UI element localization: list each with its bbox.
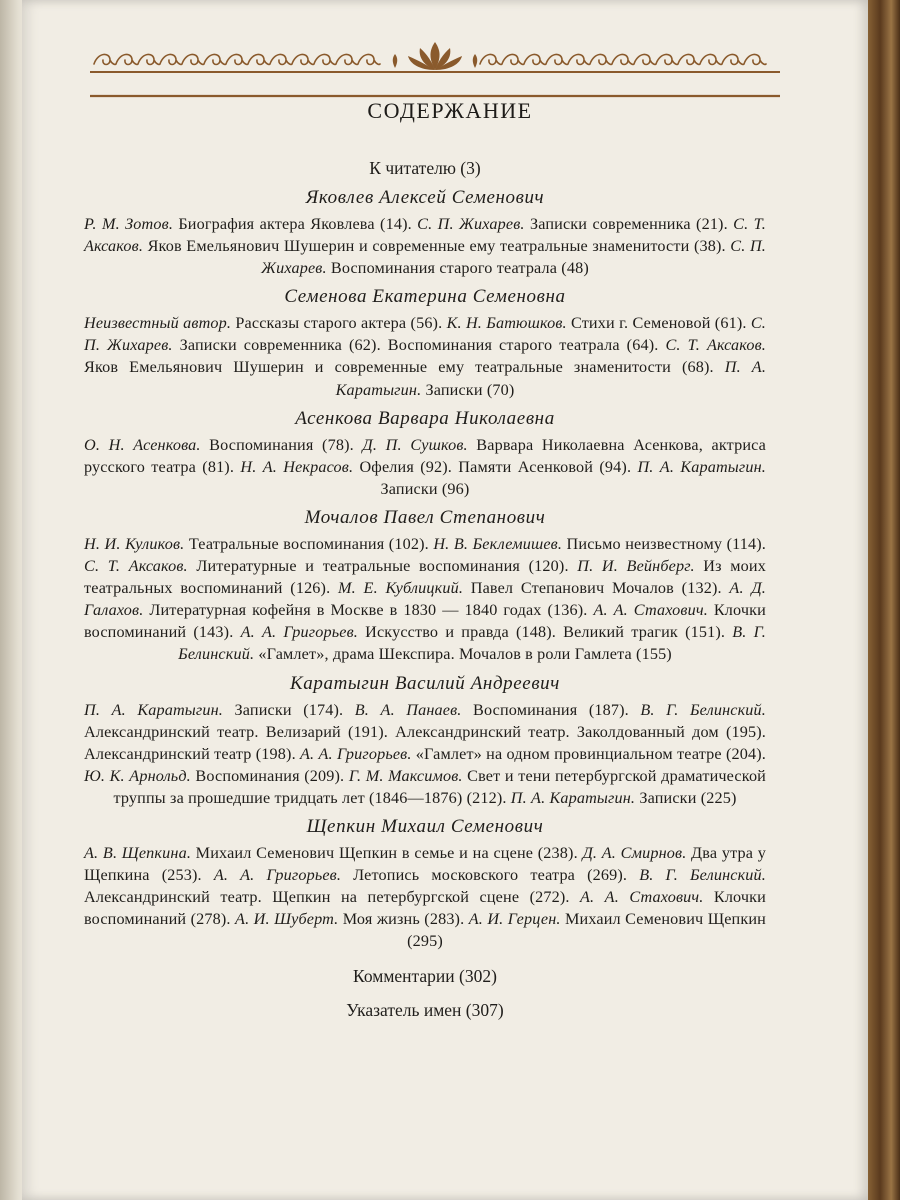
entry-text: Театральные воспоминания (102). — [184, 534, 434, 553]
entry-author: Д. П. Сушков. — [362, 435, 468, 454]
entry-author: В. Г. Белинский. — [639, 866, 766, 885]
entry-author: Г. М. Максимов. — [348, 766, 463, 785]
entry-author: С. Т. Аксаков. — [84, 215, 766, 256]
entry-text: Литературная кофейня в Москве в 1830 — 1840 годах (136). — [143, 601, 594, 620]
section-entries — [84, 842, 766, 952]
entry-text: Павел Степанович Мочалов (132). — [463, 579, 730, 598]
entry-text: «Гамлет» на одном провинциальном театре (204). — [411, 744, 766, 763]
entry-author: А. А. Стахович. — [593, 601, 708, 620]
section-entries — [84, 213, 766, 279]
entry-text: Биография актера Яковлева (14). — [173, 215, 418, 233]
section-entries — [84, 312, 766, 400]
entry-text: Записки современника (62). Воспоминания старого театрала (64). — [172, 336, 666, 355]
toc-section — [84, 184, 766, 279]
entry-author: В. А. Панаев. — [354, 700, 462, 719]
entry-author: А. А. Григорьев. — [240, 623, 358, 642]
entry-text: Варвара Николаевна Асенкова, актриса русского театра (81). — [84, 435, 767, 476]
toc-section — [84, 670, 766, 809]
entry-author: П. А. Каратыгин. — [84, 700, 223, 719]
table-of-contents — [84, 150, 766, 1022]
entry-author: А. В. Щепкина. — [84, 843, 192, 862]
entry-text: Михаил Семенович Щепкин в семье и на сцене (238). — [191, 843, 583, 862]
entry-author: Н. И. Куликов. — [84, 534, 185, 553]
section-heading: Яковлев Алексей Семенович — [305, 187, 545, 208]
entry-author: В. Г. Белинский. — [178, 623, 767, 664]
section-heading: Семенова Екатерина Семеновна — [284, 286, 566, 308]
entry-author: Н. А. Некрасов. — [240, 457, 354, 476]
entry-author: П. А. Каратыгин. — [510, 788, 636, 807]
entry-author: М. Е. Кублицкий. — [338, 579, 464, 598]
entry-author: С. П. Жихарев. — [417, 215, 525, 233]
toc-entry-index: Указатель имен (307) — [346, 1000, 504, 1021]
entry-text: Воспоминания (78). — [200, 435, 363, 454]
entry-text: Клочки воспоминаний (278). — [84, 888, 766, 929]
entry-text: Из моих театральных воспоминаний (126). — [84, 557, 766, 598]
entry-author: Д. А. Смирнов. — [582, 843, 687, 862]
toc-section — [84, 283, 766, 400]
entry-text: Михаил Семенович Щепкин (295) — [407, 910, 766, 951]
palmette-scroll-ornament-icon — [90, 38, 780, 102]
entry-author: Неизвестный автор. — [84, 314, 232, 333]
entry-author: Ю. К. Арнольд. — [84, 766, 191, 785]
entry-text: Записки (70) — [421, 380, 515, 399]
entry-text: Искусство и правда (148). Великий трагик (151). — [357, 623, 733, 642]
entry-text: Александринский театр. Щепкин на петербургской сцене (272). — [84, 888, 581, 907]
entry-author: К. Н. Батюшков. — [446, 314, 567, 333]
entry-text: Записки (96) — [380, 479, 470, 498]
entry-author: А. И. Шуберт. — [235, 910, 339, 929]
entry-text: Литературные и театральные воспоминания (120). — [187, 557, 578, 576]
section-entries — [84, 699, 766, 809]
toc-section — [84, 405, 766, 500]
entry-text: Моя жизнь (283). — [338, 910, 469, 929]
section-heading: Мочалов Павел Степанович — [304, 506, 546, 528]
page-title: СОДЕРЖАНИЕ — [367, 98, 533, 123]
entry-text: Стихи г. Семеновой (61). — [566, 314, 751, 333]
section-heading: Каратыгин Василий Андреевич — [290, 672, 560, 694]
toc-entry-to-reader: К читателю (3) — [369, 158, 481, 178]
toc-sections — [84, 184, 766, 952]
entry-text: Яков Емельянович Шушерин и современные ему театральные знаменитости (38). — [143, 237, 731, 256]
entry-author: А. А. Стахович. — [580, 888, 704, 907]
entry-text: Воспоминания (209). — [190, 766, 349, 785]
entry-author: П. А. Каратыгин. — [637, 457, 766, 476]
entry-author: А. Д. Галахов. — [84, 579, 766, 620]
entry-text: Воспоминания (187). — [461, 700, 641, 719]
entry-author: А. А. Григорьев. — [213, 866, 342, 885]
entry-text: Свет и тени петербургской драматической труппы за прошедшие тридцать лет (1846—1876) (212). — [113, 766, 766, 807]
toc-entry-comments: Комментарии (302) — [353, 966, 497, 987]
entry-text: Рассказы старого актера (56). — [231, 314, 447, 333]
entry-text: Яков Емельянович Шушерин и современные ему театральные знаменитости (68). — [84, 358, 725, 377]
toc-section — [84, 504, 766, 666]
entry-author: С. Т. Аксаков. — [84, 557, 188, 576]
section-entries — [84, 434, 766, 500]
entry-text: Воспоминания старого театрала (48) — [326, 259, 589, 278]
entry-text: Записки (225) — [635, 788, 737, 807]
entry-author: С. П. Жихарев. — [84, 314, 766, 355]
entry-author: С. П. Жихарев. — [261, 237, 766, 278]
entry-text: Офелия (92). Памяти Асенковой (94). — [353, 457, 638, 476]
section-heading: Щепкин Михаил Семенович — [306, 815, 544, 837]
entry-author: В. Г. Белинский. — [640, 700, 766, 719]
entry-text: Клочки воспоминаний (143). — [84, 601, 766, 642]
toc-section — [84, 813, 766, 952]
entry-text: Записки (174). — [223, 700, 355, 719]
entry-text: Два утра у Щепкина (253). — [84, 843, 766, 885]
entry-author: О. Н. Асенкова. — [84, 435, 201, 454]
entry-text: Письмо неизвестному (114). — [562, 534, 767, 553]
entry-text: Александринский театр. Велизарий (191). Александринский театр. Заколдованный дом (195). Александринский театр (198). — [84, 722, 766, 763]
entry-author: А. А. Григорьев. — [300, 744, 412, 763]
entry-text: Летопись московского театра (269). — [341, 866, 640, 885]
entry-author: П. А. Каратыгин. — [335, 358, 767, 399]
entry-text: «Гамлет», драма Шекспира. Мочалов в роли Гамлета (155) — [254, 645, 672, 664]
section-entries — [84, 533, 766, 666]
entry-author: С. Т. Аксаков. — [665, 336, 766, 355]
entry-author: Н. В. Беклемишев. — [433, 534, 563, 553]
section-heading: Асенкова Варвара Николаевна — [295, 407, 555, 429]
entry-author: П. И. Вейнберг. — [577, 557, 695, 576]
entry-author: А. И. Герцен. — [468, 910, 561, 929]
entry-text: Записки современника (21). — [524, 215, 734, 233]
entry-author: Р. М. Зотов. — [84, 215, 174, 233]
